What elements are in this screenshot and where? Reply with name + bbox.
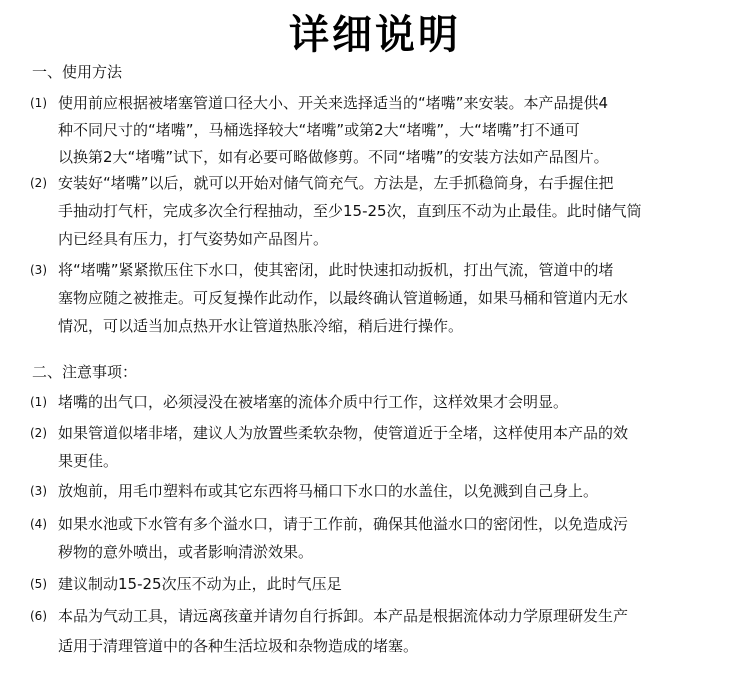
item-number: (2) xyxy=(30,176,47,190)
item-text-line: 内已经具有压力，打气姿势如产品图片。 xyxy=(58,230,329,248)
item-text-line: 塞物应随之被推走。可反复操作此动作，以最终确认管道畅通，如果马桶和管道内无水 xyxy=(58,289,629,307)
section-heading-notes: 二、注意事项： xyxy=(32,363,138,381)
item-text-line: 以换第2大“堵嘴”试下，如有必要可略做修剪。不同“堵嘴”的安装方法如产品图片。 xyxy=(58,148,609,166)
item-text-line: 情况，可以适当加点热开水让管道热胀冷缩，稍后进行操作。 xyxy=(58,317,464,335)
section-heading-usage: 一、使用方法 xyxy=(32,63,123,81)
item-number: (2) xyxy=(30,426,47,440)
item-text-line: 如果水池或下水管有多个溢水口，请于工作前，确保其他溢水口的密闭性，以免造成污 xyxy=(58,515,629,533)
item-text-line: 种不同尺寸的“堵嘴”，马桶选择较大“堵嘴”或第2大“堵嘴”，大“堵嘴”打不通可 xyxy=(58,121,580,139)
item-number: (1) xyxy=(30,96,47,110)
item-text-line: 安装好“堵嘴”以后，就可以开始对储气筒充气。方法是，左手抓稳筒身，右手握住把 xyxy=(58,174,614,192)
item-text-line: 放炮前，用毛巾塑料布或其它东西将马桶口下水口的水盖住，以免溅到自己身上。 xyxy=(58,482,599,500)
item-number: (6) xyxy=(30,609,47,623)
item-text-line: 堵嘴的出气口，必须浸没在被堵塞的流体介质中行工作，这样效果才会明显。 xyxy=(58,393,569,411)
item-text-line: 将“堵嘴”紧紧揿压住下水口，使其密闭，此时快速扣动扳机，打出气流，管道中的堵 xyxy=(58,261,614,279)
item-text-line: 如果管道似堵非堵，建议人为放置些柔软杂物，使管道近于全堵，这样使用本产品的效 xyxy=(58,424,629,442)
item-number: (3) xyxy=(30,263,47,277)
item-text-line: 建议制动15-25次压不动为止，此时气压足 xyxy=(58,575,342,593)
item-number: (4) xyxy=(30,517,47,531)
item-number: (1) xyxy=(30,395,47,409)
item-text-line: 秽物的意外喷出，或者影响清淤效果。 xyxy=(58,543,314,561)
item-number: (5) xyxy=(30,577,47,591)
item-number: (3) xyxy=(30,484,47,498)
item-text-line: 适用于清理管道中的各种生活垃圾和杂物造成的堵塞。 xyxy=(58,637,419,655)
item-text-line: 果更佳。 xyxy=(58,452,119,470)
item-text-line: 本品为气动工具，请远离孩童并请勿自行拆卸。本产品是根据流体动力学原理研发生产 xyxy=(58,607,629,625)
item-text-line: 手抽动打气杆，完成多次全行程抽动，至少15-25次，直到压不动为止最佳。此时储气筒 xyxy=(58,202,642,220)
item-text-line: 使用前应根据被堵塞管道口径大小、开关来选择适当的“堵嘴”来安装。本产品提供4 xyxy=(58,94,609,112)
page-title: 详细说明 xyxy=(289,12,461,58)
